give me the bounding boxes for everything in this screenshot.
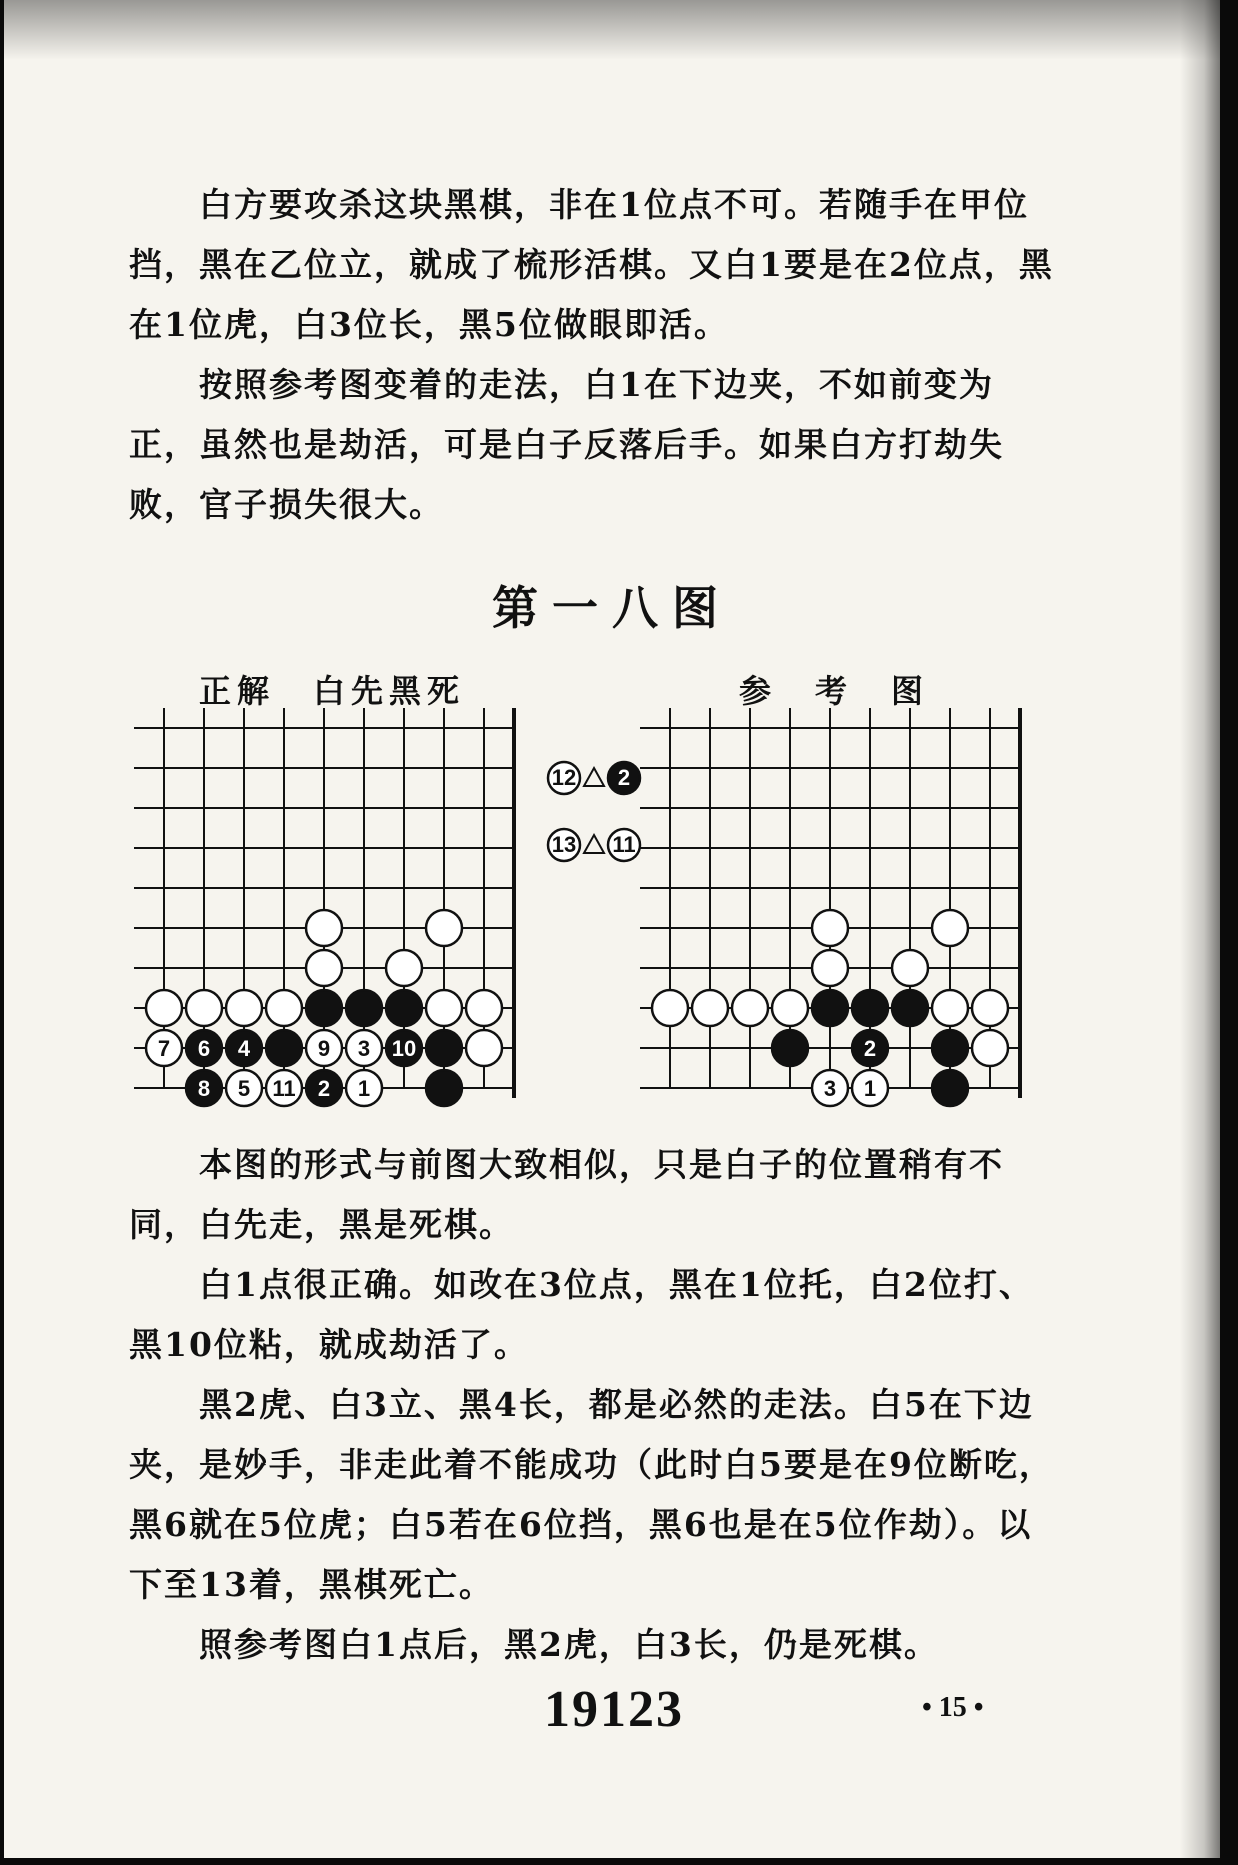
- right-board-stone-black: [772, 1030, 808, 1066]
- left-board-move-number: 3: [357, 1036, 371, 1061]
- paragraph-6: 照参考图白1点后，黑2虎，白3长，仍是死棋。: [199, 1625, 939, 1664]
- right-board-stone-white: [812, 950, 848, 986]
- left-board-stone-black: [306, 990, 342, 1026]
- left-board-move-number: 4: [237, 1036, 251, 1061]
- left-board-move-number: 8: [197, 1076, 211, 1101]
- go-diagrams: [4, 700, 1104, 1130]
- left-board-move-number: 11: [272, 1076, 296, 1101]
- right-board-stone-black: [852, 990, 888, 1026]
- left-board-stone-white: [266, 990, 302, 1026]
- left-board-stone-black: [266, 1030, 302, 1066]
- right-board-stone-black: [892, 990, 928, 1026]
- left-board-stone-white: [186, 990, 222, 1026]
- right-board-stone-white: [692, 990, 728, 1026]
- left-board-stone-white: [386, 950, 422, 986]
- paragraph-5: 黑2虎、白3立、黑4长，都是必然的走法。白5在下边夹，是妙手，非走此着不能成功（此时白5要是在9位断吃，黑6就在5位虎；白5若在6位挡，黑6也是在5位作劫）。以下至13着，黑棋死亡。: [129, 1385, 1054, 1604]
- scan-shadow-right: [1180, 0, 1220, 1858]
- ko-note-white-number: 13: [551, 832, 577, 857]
- right-board-move-number: 2: [863, 1036, 877, 1061]
- right-board-stone-white: [812, 910, 848, 946]
- right-board-move-number: 3: [823, 1076, 837, 1101]
- right-board-stone-black: [932, 1070, 968, 1106]
- ko-triangle-mark: [584, 768, 604, 786]
- scanned-page: [4, 0, 1220, 1858]
- left-board-stone-white: [466, 1030, 502, 1066]
- right-go-board: [640, 708, 1020, 1106]
- left-board-move-number: 5: [237, 1076, 251, 1101]
- right-board-stone-white: [972, 990, 1008, 1026]
- left-board-move-number: 6: [197, 1036, 211, 1061]
- paragraph-1: 白方要攻杀这块黑棋，非在1位点不可。若随手在甲位挡，黑在乙位立，就成了梳形活棋。又白1要是在2位点，黑在1位虎，白3位长，黑5位做眼即活。: [129, 185, 1054, 344]
- right-board-stone-white: [732, 990, 768, 1026]
- left-board-stone-black: [426, 1070, 462, 1106]
- paragraph-4: 白1点很正确。如改在3位点，黑在1位托，白2位打、黑10位粘，就成劫活了。: [129, 1265, 1034, 1364]
- right-board-stone-black: [932, 1030, 968, 1066]
- ko-triangle-mark: [584, 835, 604, 853]
- left-board-stone-black: [386, 990, 422, 1026]
- ko-note-white-number: 12: [551, 765, 577, 790]
- right-board-stone-white: [932, 910, 968, 946]
- left-board-stone-white: [426, 990, 462, 1026]
- right-board-stone-white: [652, 990, 688, 1026]
- left-board-move-number: 10: [391, 1036, 417, 1061]
- paragraph-3: 本图的形式与前图大致相似，只是白子的位置稍有不同，白先走，黑是死棋。: [129, 1145, 1004, 1244]
- left-board-stone-white: [146, 990, 182, 1026]
- ko-note-second-number: 2: [617, 765, 631, 790]
- left-go-board: [134, 708, 514, 1106]
- right-board-stone-white: [972, 1030, 1008, 1066]
- right-board-caption: 参 考 图: [739, 672, 930, 710]
- left-board-move-number: 2: [317, 1076, 331, 1101]
- right-board-move-number: 1: [863, 1076, 877, 1101]
- left-board-stone-white: [226, 990, 262, 1026]
- left-board-stone-black: [426, 1030, 462, 1066]
- ko-notes: [548, 762, 640, 861]
- right-board-stone-white: [892, 950, 928, 986]
- right-board-stone-white: [932, 990, 968, 1026]
- figure-title: 第一八图: [492, 581, 732, 635]
- paragraph-2: 按照参考图变着的走法，白1在下边夹，不如前变为正，虽然也是劫活，可是白子反落后手。如果白方打劫失败，官子损失很大。: [129, 365, 1004, 524]
- left-board-stone-white: [306, 910, 342, 946]
- ko-note-second-number: 11: [612, 832, 636, 857]
- left-board-move-number: 1: [357, 1076, 371, 1101]
- right-board-stone-black: [812, 990, 848, 1026]
- left-board-stone-black: [346, 990, 382, 1026]
- left-board-move-number: 9: [317, 1036, 331, 1061]
- left-board-stone-white: [426, 910, 462, 946]
- left-board-move-number: 7: [157, 1036, 171, 1061]
- right-board-stone-white: [772, 990, 808, 1026]
- print-code: 19123: [544, 1681, 684, 1738]
- left-board-stone-white: [466, 990, 502, 1026]
- left-board-caption: 正解 白先黑死: [199, 672, 466, 710]
- scan-shadow-top: [4, 0, 1220, 60]
- left-board-stone-white: [306, 950, 342, 986]
- page-number: • 15 •: [922, 1692, 984, 1723]
